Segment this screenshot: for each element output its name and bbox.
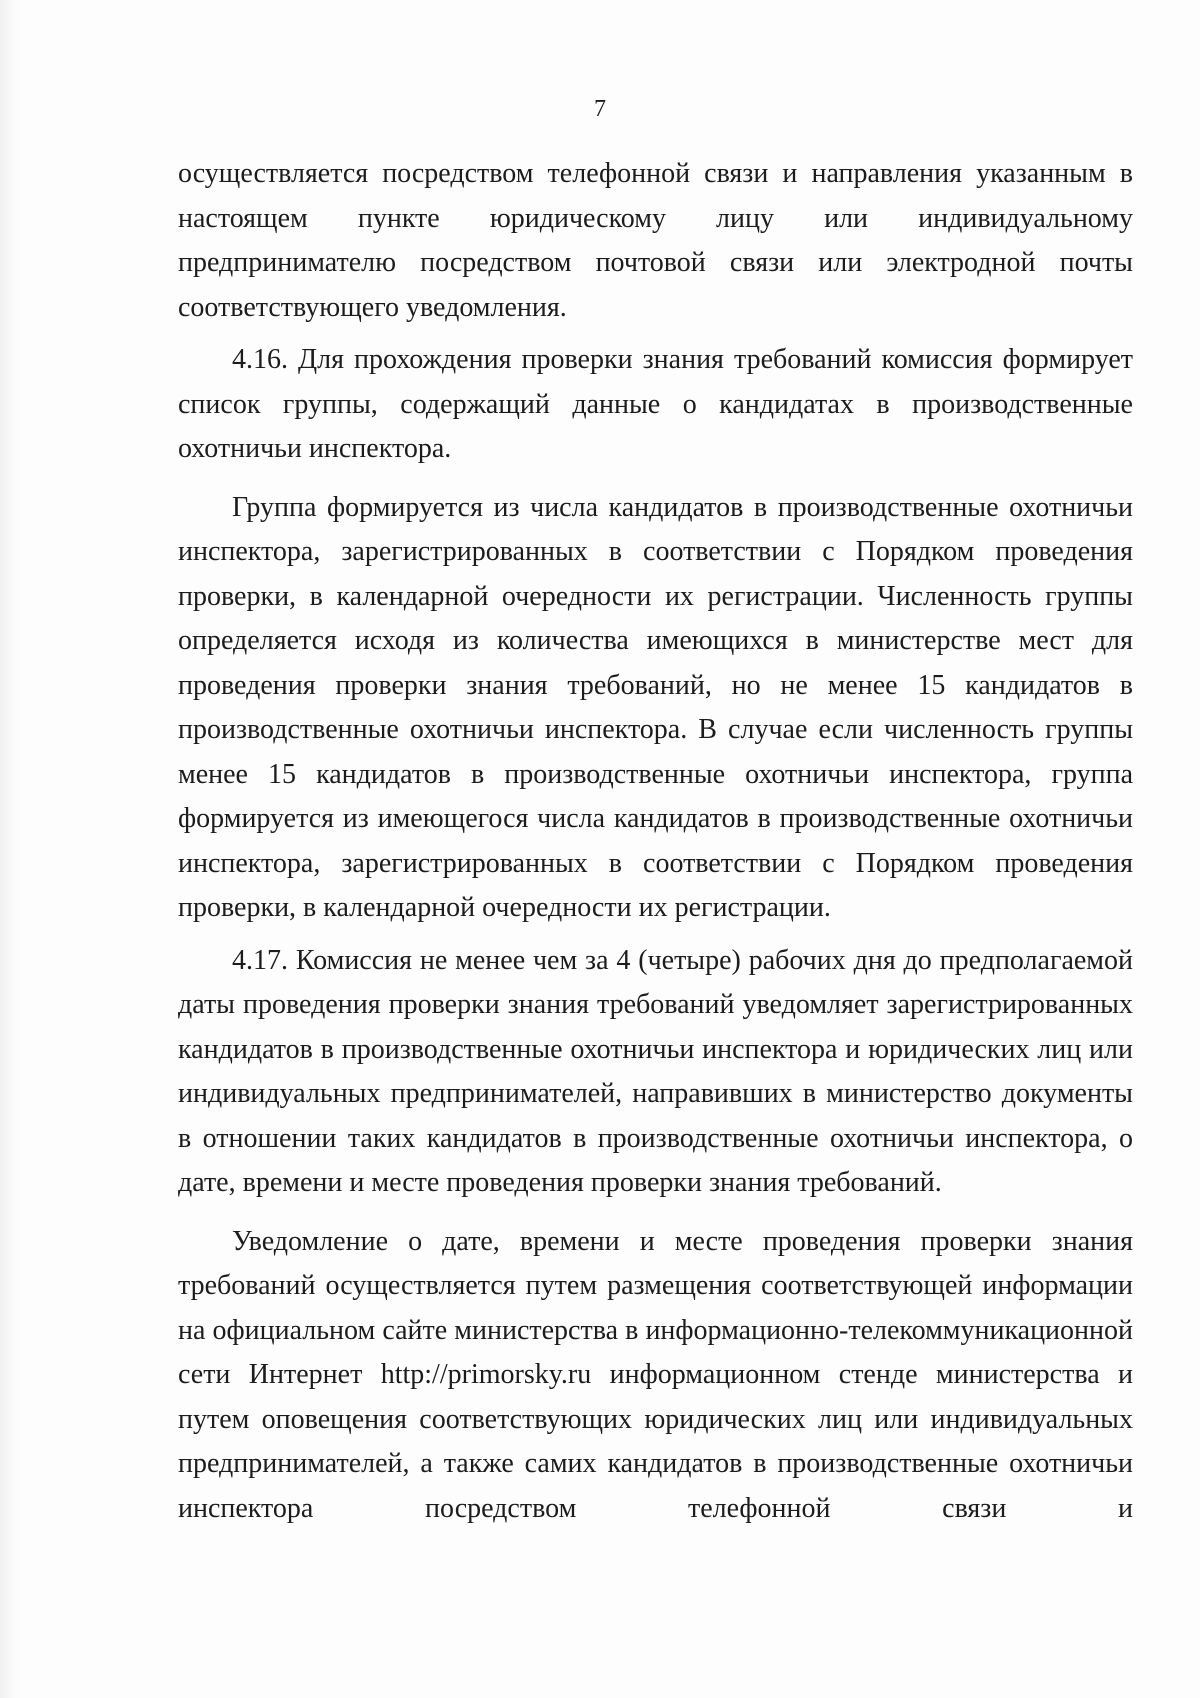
paragraph-notification: Уведомление о дате, времени и месте проведения проверки знания требований осуществляется путем размещения соответствующей информации на официальном сайте министерства в информационно-телекоммуникационной сети Интернет http://primorsky.ru информационном стенде министерства и путем оповещения соответствующих юридических лиц или индивидуальных предпринимателей, а также самих кандидатов в производственные охотничьи инспектора посредством телефонной связи и	[178, 1225, 1133, 1524]
paragraph-continuation: осуществляется посредством телефонной связи и направления указанным в настоящем пункте юридическому лицу или индивидуальному предпринимателю посредством почтовой связи или электродной почты соответствующего уведомления.	[178, 158, 1133, 323]
document-body	[178, 152, 1133, 1531]
paragraph-group-formation: Группа формируется из числа кандидатов в производственные охотничьи инспектора, зарегистрированных в соответствии с Порядком проведения проверки, в календарной очередности их регистрации. Численность группы определяется исходя из количества имеющихся в министерстве мест для проведения проверки знания требований, но не менее 15 кандидатов в производственные охотничьи инспектора. В случае если численность группы менее 15 кандидатов в производственные охотничьи инспектора, группа формируется из имеющегося числа кандидатов в производственные охотничьи инспектора, зарегистрированных в соответствии с Порядком проведения проверки, в календарной очередности их регистрации.	[178, 491, 1133, 923]
paragraph-4-16: 4.16. Для прохождения проверки знания требований комиссия формирует список группы, содержащий данные о кандидатах в производственные охотничьи инспектора.	[178, 344, 1133, 464]
paragraph-4-17: 4.17. Комиссия не менее чем за 4 (четыре) рабочих дня до предполагаемой даты проведения проверки знания требований уведомляет зарегистрированных кандидатов в производственные охотничьи инспектора и юридических лиц или индивидуальных предпринимателей, направивших в министерство документы в отношении таких кандидатов в производственные охотничьи инспектора, о дате, времени и месте проведения проверки знания требований.	[178, 944, 1133, 1198]
scan-edge	[0, 0, 24, 1698]
page-number: 7	[594, 96, 606, 122]
